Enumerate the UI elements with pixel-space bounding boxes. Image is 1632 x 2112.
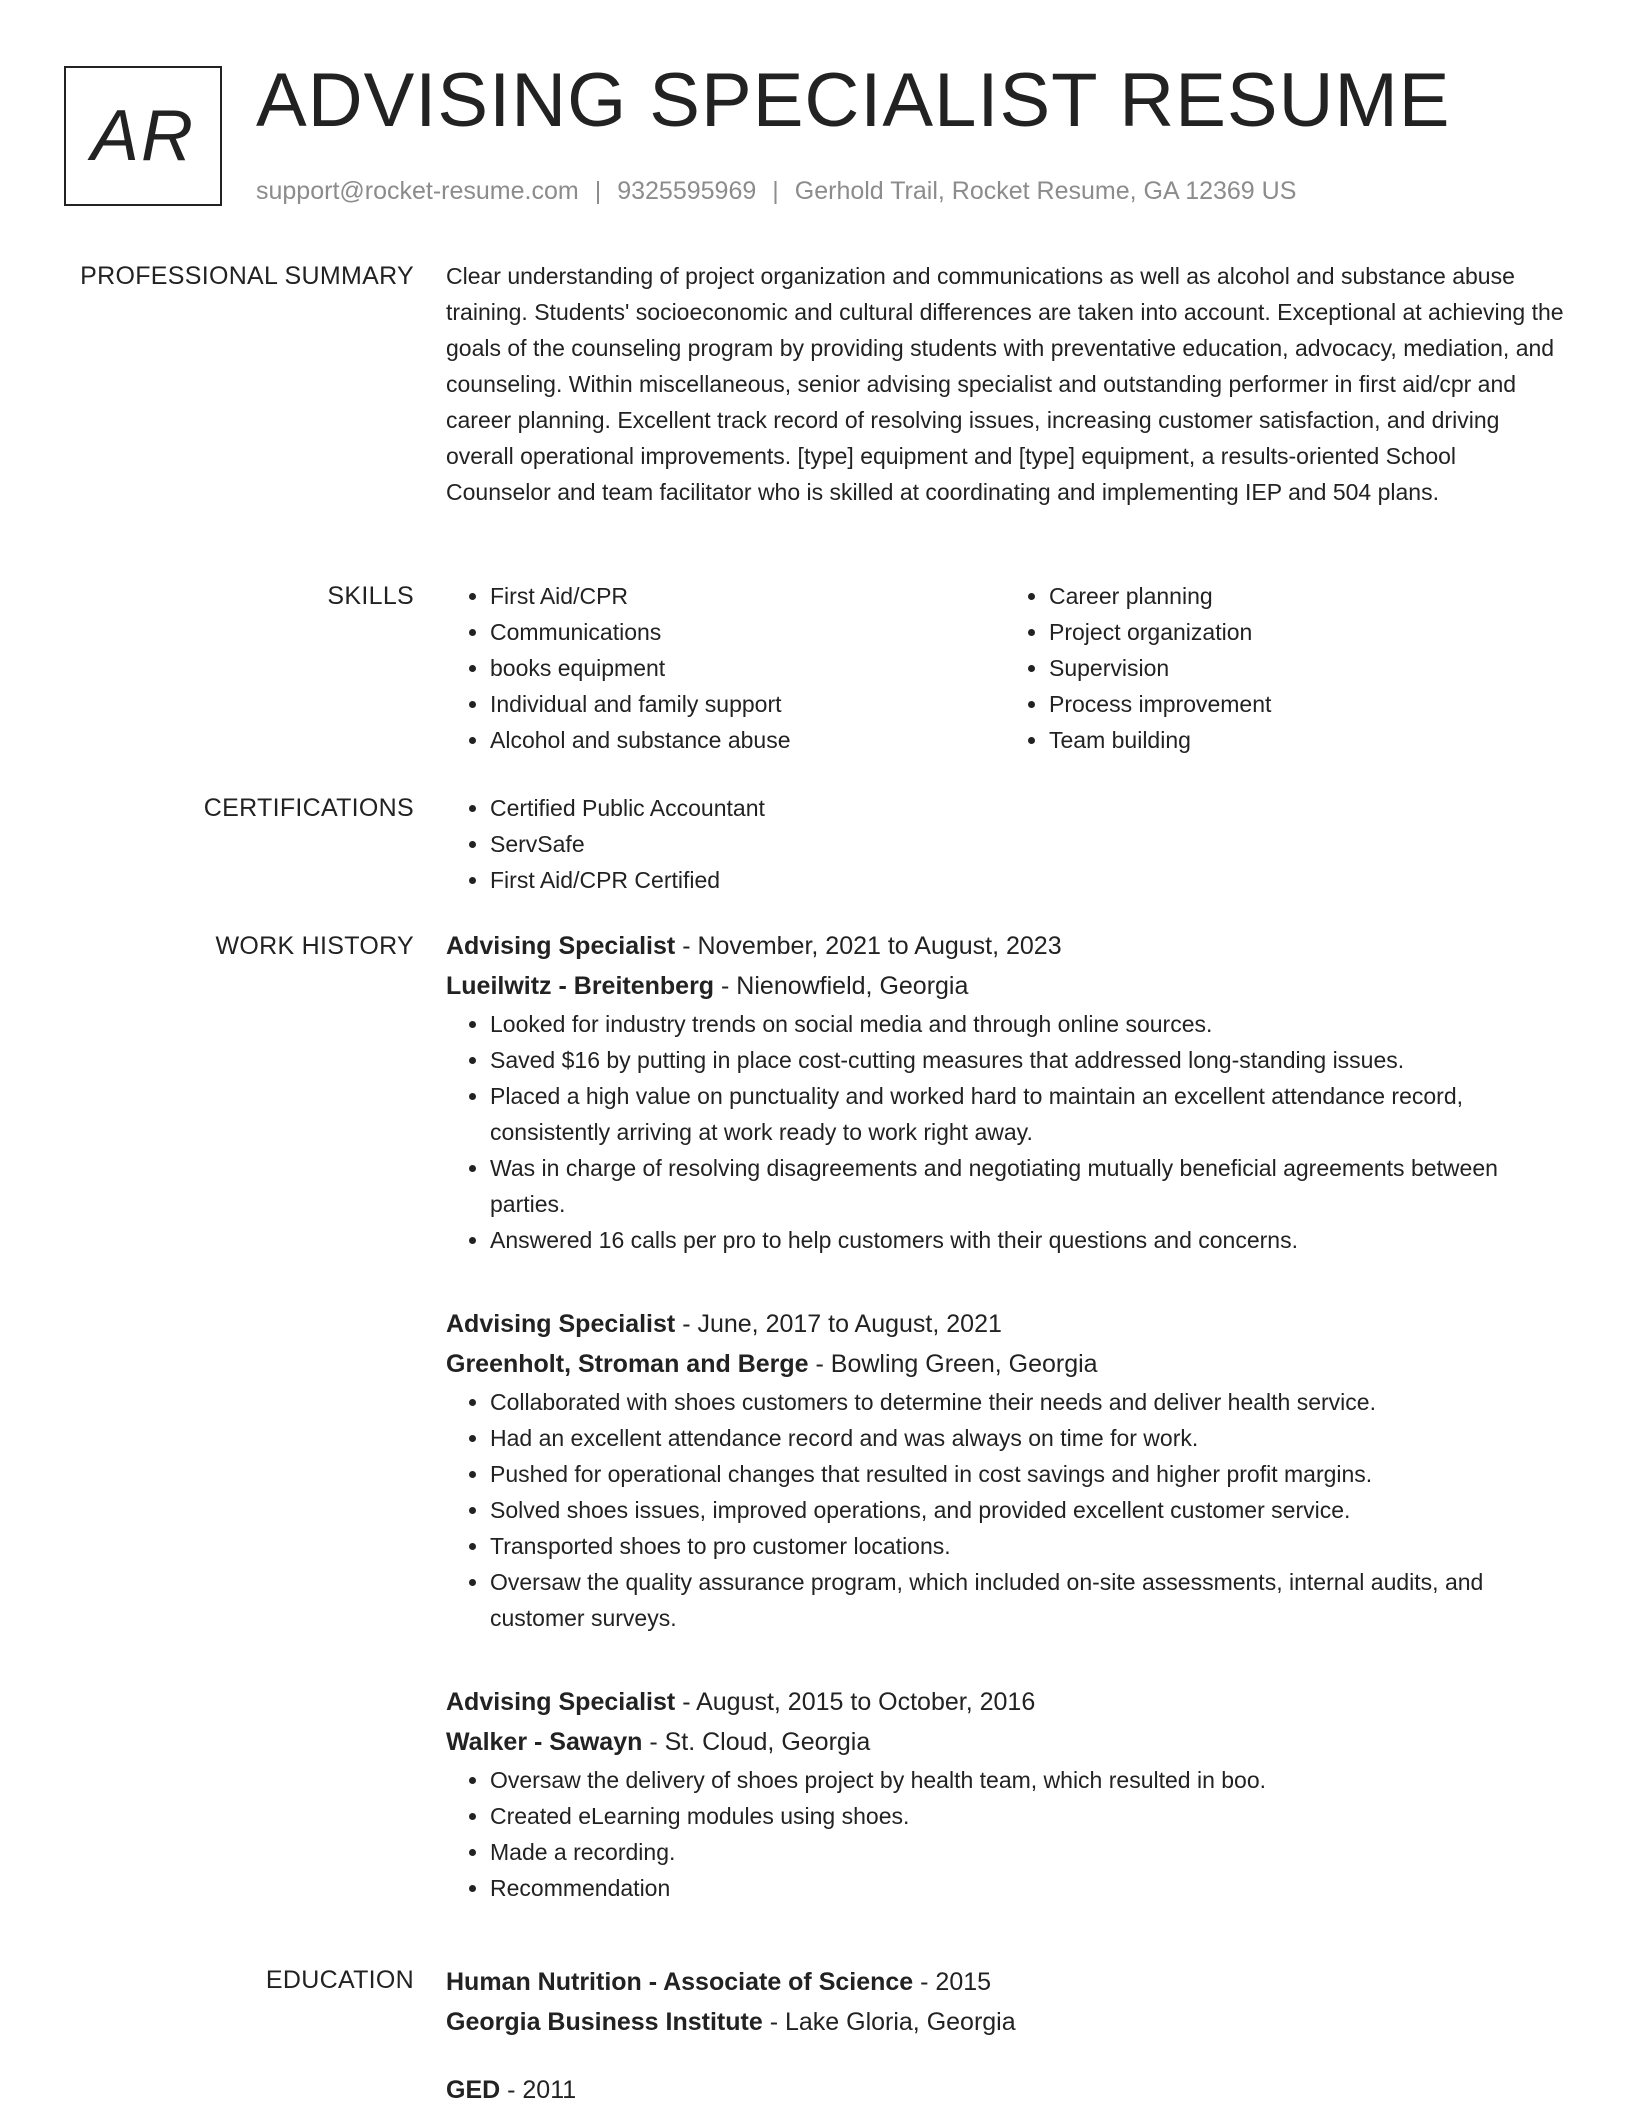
job-dates: - August, 2015 to October, 2016 (675, 1688, 1036, 1716)
monogram-box (64, 66, 222, 206)
job-location: - Bowling Green, Georgia (808, 1350, 1098, 1378)
job-company-line (446, 1722, 1564, 1762)
skill-item: • Alcohol and substance abuse (490, 722, 1005, 758)
skill-item: • Supervision (1049, 650, 1564, 686)
skill-item: • Communications (490, 614, 1005, 650)
skill-item: • Career planning (1049, 578, 1564, 614)
summary-text: Clear understanding of project organization and communications as well as alcohol and substance abuse training. Students' socioeconomic and cultural differences are taken into account. Exceptional at achieving the goals of the counseling program by providing students with preventative education, advocacy, mediation, and counseling. Within miscellaneous, senior advising specialist and outstanding performer in first aid/cpr and career planning. Excellent track record of resolving issues, increasing customer satisfaction, and driving overall operational improvements. [type] equipment and [type] equipment, a results-oriented School Counselor and team facilitator who is skilled at coordinating and implementing IEP and 504 plans. (446, 263, 1564, 505)
monogram-initials: AR (90, 96, 196, 176)
job-location: - Nienowfield, Georgia (714, 972, 969, 1000)
job-dates: - June, 2017 to August, 2021 (675, 1310, 1002, 1338)
job-bullet: • Had an excellent attendance record and was always on time for work. (490, 1420, 1564, 1456)
job-body (446, 926, 1564, 1258)
certifications-label: CERTIFICATIONS (203, 794, 414, 822)
job-bullet: • Made a recording. (490, 1834, 1564, 1870)
job-bullets (446, 1762, 1564, 1906)
job-title-line (446, 1304, 1564, 1344)
job-bullet: • Recommendation (490, 1870, 1564, 1906)
job-bullets (446, 1384, 1564, 1636)
job-company: Lueilwitz - Breitenberg (446, 972, 715, 1000)
contact-separator: | (772, 177, 779, 205)
skills-column-2 (1005, 578, 1564, 758)
job-bullet: • Collaborated with shoes customers to determine their needs and deliver health service. (490, 1384, 1564, 1420)
education-year: - 2015 (913, 1968, 992, 1996)
skill-item: • Team building (1049, 722, 1564, 758)
education-location: - Lake Gloria, Georgia (762, 2008, 1016, 2036)
job-bullet: • Pushed for operational changes that resulted in cost savings and higher profit margins. (490, 1456, 1564, 1492)
job-bullet: • Oversaw the quality assurance program, which included on-site assessments, internal audits, and customer surveys. (490, 1564, 1564, 1636)
job-body (446, 1682, 1564, 1906)
job-title-line (446, 1682, 1564, 1722)
resume-title: ADVISING SPECIALIST RESUME (256, 58, 1451, 143)
certification-item: • Certified Public Accountant (490, 790, 1564, 826)
education-year: - 2011 (500, 2076, 577, 2104)
job-bullet: • Was in charge of resolving disagreements and negotiating mutually beneficial agreements between parties. (490, 1150, 1564, 1222)
job-bullets (446, 1006, 1564, 1258)
job-body (446, 1304, 1564, 1636)
skill-item: • books equipment (490, 650, 1005, 686)
education-school: Georgia Business Institute (446, 2008, 763, 2036)
job-title: Advising Specialist (446, 1688, 676, 1716)
certification-item: • ServSafe (490, 826, 1564, 862)
contact-line (256, 174, 1296, 208)
contact-address: Gerhold Trail, Rocket Resume, GA 12369 US (794, 177, 1297, 205)
job-company: Greenholt, Stroman and Berge (446, 1350, 809, 1378)
work-history-label: WORK HISTORY (215, 932, 414, 960)
job-bullet: • Saved $16 by putting in place cost-cutting measures that addressed long-standing issues. (490, 1042, 1564, 1078)
job-company-line (446, 1344, 1564, 1384)
summary-label: PROFESSIONAL SUMMARY (80, 262, 414, 290)
skill-item: • Process improvement (1049, 686, 1564, 722)
job-bullet: • Created eLearning modules using shoes. (490, 1798, 1564, 1834)
job-bullet: • Placed a high value on punctuality and worked hard to maintain an excellent attendance record, consistently arriving at work ready to work right away. (490, 1078, 1564, 1150)
job-bullet: • Oversaw the delivery of shoes project by health team, which resulted in boo. (490, 1762, 1564, 1798)
job-bullet: • Answered 16 calls per pro to help customers with their questions and concerns. (490, 1222, 1564, 1258)
job-bullet: • Transported shoes to pro customer locations. (490, 1528, 1564, 1564)
education-degree-line (446, 2070, 1564, 2110)
certification-item: • First Aid/CPR Certified (490, 862, 1564, 898)
education-degree-line (446, 1962, 1564, 2002)
job-bullet: • Looked for industry trends on social media and through online sources. (490, 1006, 1564, 1042)
job-dates: - November, 2021 to August, 2023 (675, 932, 1062, 960)
skills-label: SKILLS (327, 582, 414, 610)
skill-item: • First Aid/CPR (490, 578, 1005, 614)
contact-email[interactable]: support@rocket-resume.com (256, 177, 579, 205)
contact-separator: | (594, 177, 602, 205)
education-body (446, 1962, 1564, 2110)
job-location: - St. Cloud, Georgia (642, 1728, 871, 1756)
education-degree: Human Nutrition - Associate of Science (446, 1968, 914, 1996)
summary-body (446, 258, 1564, 510)
education-label: EDUCATION (265, 1966, 414, 1994)
contact-phone[interactable]: 9325595969 (617, 177, 757, 205)
job-company-line (446, 966, 1564, 1006)
job-company: Walker - Sawayn (446, 1728, 643, 1756)
skill-item: • Individual and family support (490, 686, 1005, 722)
job-title: Advising Specialist (446, 1310, 676, 1338)
skills-body (446, 578, 1564, 758)
job-bullet: • Solved shoes issues, improved operations, and provided excellent customer service. (490, 1492, 1564, 1528)
skills-column-1 (446, 578, 1005, 758)
job-title-line (446, 926, 1564, 966)
education-school-line (446, 2002, 1564, 2042)
skill-item: • Project organization (1049, 614, 1564, 650)
education-degree: GED (446, 2076, 501, 2104)
certifications-body (446, 790, 1564, 898)
certifications-list (446, 790, 1564, 898)
job-title: Advising Specialist (446, 932, 676, 960)
